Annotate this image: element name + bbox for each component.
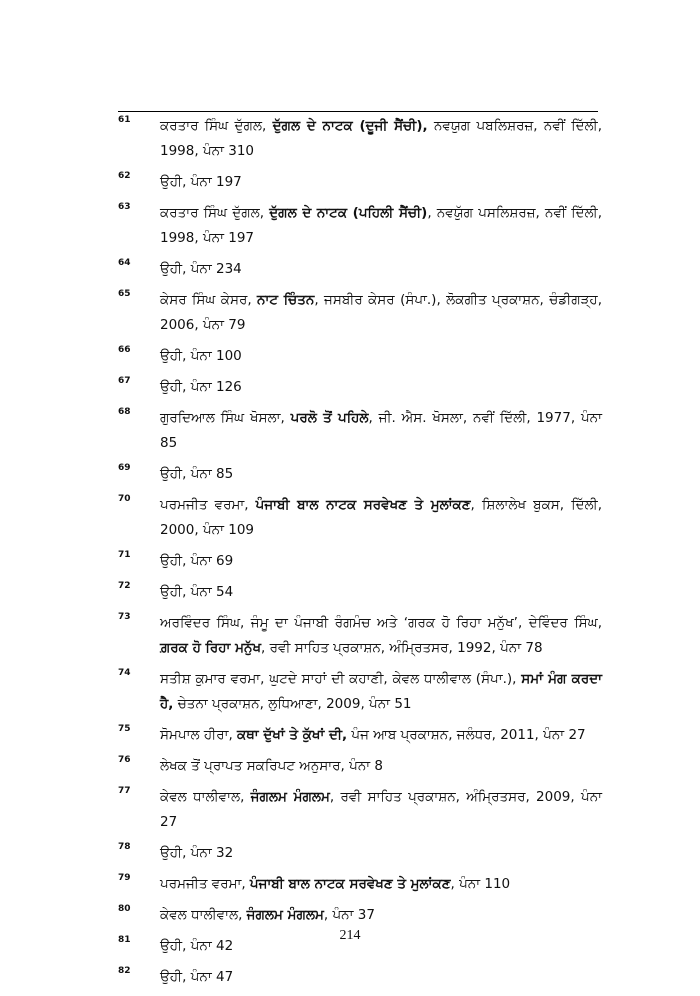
citation-text: ਕੇਵਲ ਧਾਲੀਵਾਲ, <box>160 907 247 923</box>
footnote-item <box>118 462 602 487</box>
citation-text: ਉਹੀ, ਪੰਨਾ 54 <box>160 584 234 600</box>
citation-text: ਉਹੀ, ਪੰਨਾ 47 <box>160 969 234 985</box>
footnote-text <box>160 466 233 482</box>
footnote-text <box>160 969 233 985</box>
citation-text: ਉਹੀ, ਪੰਨਾ 126 <box>160 379 242 395</box>
citation-text: , ਨਵਯੁੱਗ ਪਸਲਿਸ਼ਰਜ਼, ਨਵੀਂ ਦਿੱਲੀ, 1998, ਪੰਨਾ 197 <box>160 205 602 246</box>
citation-text: , ਪੰਨਾ 37 <box>323 907 375 923</box>
citation-text: ਕੇਸਰ ਸਿੰਘ ਕੇਸਰ, <box>160 292 258 308</box>
footnote-number: 62 <box>118 171 131 181</box>
footnote-item <box>118 667 602 717</box>
citation-text: ਉਹੀ, ਪੰਨਾ 100 <box>160 348 242 364</box>
footnote-number: 77 <box>118 786 131 796</box>
citation-text: ਕਰਤਾਰ ਸਿੰਘ ਦੁੱਗਲ, <box>160 118 273 134</box>
footnote-text <box>160 261 242 277</box>
citation-text: , ਰਵੀ ਸਾਹਿਤ ਪ੍ਰਕਾਸ਼ਨ, ਅੰਮ੍ਰਿਤਸਰ, 1992, ਪੰਨਾ 78 <box>261 640 543 656</box>
footnote-text <box>160 876 510 892</box>
footnote-text <box>160 118 602 159</box>
footnote-text <box>160 907 375 923</box>
footnote-number: 76 <box>118 755 131 765</box>
footnote-item <box>118 406 602 456</box>
footnote-separator-rule <box>118 111 598 112</box>
footnote-item <box>118 903 602 928</box>
footnote-number: 68 <box>118 407 131 417</box>
footnote-text <box>160 789 602 830</box>
citation-text: ਉਹੀ, ਪੰਨਾ 42 <box>160 938 234 954</box>
citation-text: ਕੇਵਲ ਧਾਲੀਵਾਲ, <box>160 789 251 805</box>
footnote-number: 74 <box>118 668 131 678</box>
footnote-number: 66 <box>118 345 131 355</box>
footnote-text <box>160 584 233 600</box>
footnote-item <box>118 965 602 990</box>
footnote-text <box>160 174 242 190</box>
citation-text: , ਰਵੀ ਸਾਹਿਤ ਪ੍ਰਕਾਸ਼ਨ, ਅੰਮ੍ਰਿਤਸਰ, 2009, ਪੰਨਾ 27 <box>160 789 602 830</box>
footnote-item <box>118 872 602 897</box>
footnote-number: 79 <box>118 873 131 883</box>
footnote-number: 67 <box>118 376 131 386</box>
footnote-text <box>160 348 242 364</box>
footnote-list <box>118 114 602 996</box>
footnote-item <box>118 114 602 164</box>
citation-text: , ਜਸਬੀਰ ਕੇਸਰ (ਸੰਪਾ.), ਲੋਕਗੀਤ ਪ੍ਰਕਾਸ਼ਨ, ਚੰਡੀਗੜ੍ਹ, 2006, ਪੰਨਾ 79 <box>160 292 602 333</box>
footnote-number: 75 <box>118 724 131 734</box>
footnote-number: 64 <box>118 258 131 268</box>
bold-title: ਪੰਜਾਬੀ ਬਾਲ ਨਾਟਕ ਸਰਵੇਖਣ ਤੇ ਮੁਲਾਂਕਣ <box>249 876 451 892</box>
footnote-item <box>118 611 602 661</box>
footnote-number: 73 <box>118 612 131 622</box>
bold-title: ਜੰਗਲਮ ਮੰਗਲਮ <box>250 789 330 805</box>
footnote-number: 82 <box>118 966 131 976</box>
footnote-text <box>160 671 602 712</box>
citation-text: ਨਵਯੁਗ ਪਬਲਿਸ਼ਰਜ਼, ਨਵੀਂ ਦਿੱਲੀ, 1998, ਪੰਨਾ 310 <box>160 118 602 159</box>
footnote-item <box>118 288 602 338</box>
footnote-number: 81 <box>118 935 131 945</box>
footnote-text <box>160 205 602 246</box>
footnote-text <box>160 379 242 395</box>
footnote-item <box>118 257 602 282</box>
bold-title: ਜੰਗਲਮ ਮੰਗਲਮ <box>246 907 324 923</box>
footnote-text <box>160 497 602 538</box>
bold-title: ਦੁੱਗਲ ਦੇ ਨਾਟਕ (ਦੂਜੀ ਸੈਂਚੀ), <box>272 118 428 134</box>
footnote-number: 69 <box>118 463 131 473</box>
citation-text: ਲੇਖਕ ਤੋਂ ਪ੍ਰਾਪਤ ਸਕਰਿਪਟ ਅਨੁਸਾਰ, ਪੰਨਾ 8 <box>160 758 383 774</box>
footnote-number: 71 <box>118 550 131 560</box>
bold-title: ਕਥਾ ਦੁੱਖਾਂ ਤੇ ਕੁੱਖਾਂ ਦੀ, <box>237 727 348 743</box>
citation-text: ਸੋਮਪਾਲ ਹੀਰਾ, <box>160 727 238 743</box>
footnote-text <box>160 845 233 861</box>
footnote-item <box>118 201 602 251</box>
citation-text: , ਸ਼ਿਲਾਲੇਖ ਬੁਕਸ, ਦਿੱਲੀ, 2000, ਪੰਨਾ 109 <box>160 497 602 538</box>
citation-text: ਉਹੀ, ਪੰਨਾ 234 <box>160 261 242 277</box>
footnote-text <box>160 553 233 569</box>
bold-title: ਨਾਟ ਚਿੰਤਨ <box>257 292 315 308</box>
bold-title: ਪੰਜਾਬੀ ਬਾਲ ਨਾਟਕ ਸਰਵੇਖਣ ਤੇ ਮੁਲਾਂਕਣ <box>255 497 471 513</box>
citation-text: ਗੁਰਦਿਆਲ ਸਿੰਘ ਖੋਸਲਾ, <box>160 410 291 426</box>
citation-text: ਕਰਤਾਰ ਸਿੰਘ ਦੁੱਗਲ, <box>160 205 270 221</box>
citation-text: ਪਰਮਜੀਤ ਵਰਮਾ, <box>160 497 256 513</box>
footnote-item <box>118 754 602 779</box>
footnote-text <box>160 615 602 656</box>
page-number: 214 <box>339 928 361 943</box>
citation-text: ਅਰਵਿੰਦਰ ਸਿੰਘ, ਜੰਮੂ ਦਾ ਪੰਜਾਬੀ ਰੰਗਮੰਚ ਅਤੇ ‘ਗਰਕ ਹੋ ਰਿਹਾ ਮਨੁੱਖ’, ਦੇਵਿੰਦਰ ਸਿੰਘ, <box>160 615 602 631</box>
footnote-item <box>118 493 602 543</box>
footnote-item <box>118 785 602 835</box>
footnote-item <box>118 344 602 369</box>
bold-title: ਪਰਲੋ ਤੋਂ ਪਹਿਲੇ <box>290 410 369 426</box>
footnote-item <box>118 580 602 605</box>
bold-title: ਗ਼ਰਕ ਹੋ ਰਿਹਾ ਮਨੁੱਖ <box>160 640 261 656</box>
citation-text: , ਜੀ. ਐਸ. ਖੋਸਲਾ, ਨਵੀਂ ਦਿੱਲੀ, 1977, ਪੰਨਾ 85 <box>160 410 602 451</box>
citation-text: ਉਹੀ, ਪੰਨਾ 85 <box>160 466 234 482</box>
citation-text: ਪਰਮਜੀਤ ਵਰਮਾ, <box>160 876 250 892</box>
footnote-number: 65 <box>118 289 131 299</box>
footnote-item <box>118 549 602 574</box>
citation-text: , ਪੰਨਾ 110 <box>450 876 511 892</box>
footnote-item <box>118 170 602 195</box>
footnote-number: 80 <box>118 904 131 914</box>
bold-title: ਦੁੱਗਲ ਦੇ ਨਾਟਕ (ਪਹਿਲੀ ਸੈਂਚੀ) <box>269 205 428 221</box>
footnote-item <box>118 841 602 866</box>
footnote-text <box>160 410 602 451</box>
footnote-number: 72 <box>118 581 131 591</box>
citation-text: ਉਹੀ, ਪੰਨਾ 197 <box>160 174 242 190</box>
footnote-text <box>160 727 586 743</box>
footnote-number: 61 <box>118 115 131 125</box>
footnote-item <box>118 723 602 748</box>
footnote-number: 63 <box>118 202 131 212</box>
citation-text: ਉਹੀ, ਪੰਨਾ 32 <box>160 845 234 861</box>
citation-text: ਪੰਜ ਆਬ ਪ੍ਰਕਾਸ਼ਨ, ਜਲੰਧਰ, 2011, ਪੰਨਾ 27 <box>347 727 586 743</box>
footnote-item <box>118 375 602 400</box>
footnote-number: 70 <box>118 494 131 504</box>
citation-text: ਉਹੀ, ਪੰਨਾ 69 <box>160 553 234 569</box>
footnote-text <box>160 758 383 774</box>
bold-title: ਸਮਾਂ ਮੰਗ ਕਰਦਾ ਹੈ, <box>160 671 603 712</box>
footnote-text <box>160 292 602 333</box>
footnote-number: 78 <box>118 842 131 852</box>
citation-text: ਸਤੀਸ਼ ਕੁਮਾਰ ਵਰਮਾ, ਘੁਟਦੇ ਸਾਹਾਂ ਦੀ ਕਹਾਣੀ, ਕੇਵਲ ਧਾਲੀਵਾਲ (ਸੰਪਾ.), <box>160 671 522 687</box>
citation-text: ਚੇਤਨਾ ਪ੍ਰਕਾਸ਼ਨ, ਲੁਧਿਆਣਾ, 2009, ਪੰਨਾ 51 <box>173 696 412 712</box>
